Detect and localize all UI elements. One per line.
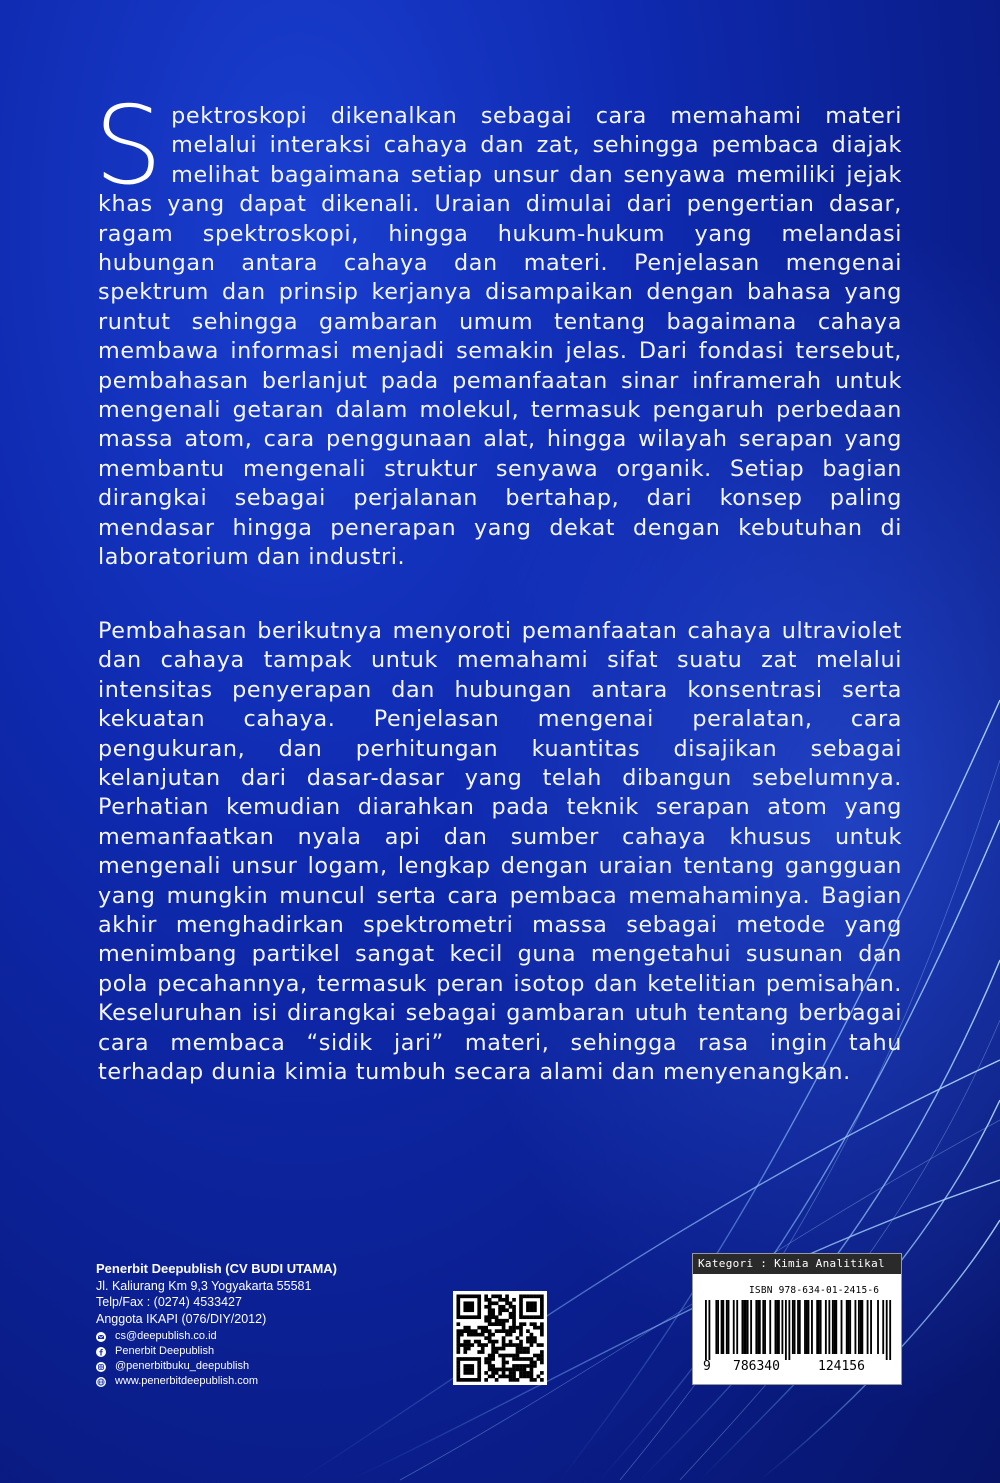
- contact-website-text: www.penerbitdeepublish.com: [115, 1375, 259, 1387]
- barcode-bars: [701, 1300, 893, 1360]
- isbn-number: ISBN 978-634-01-2415-6: [749, 1285, 880, 1296]
- contact-instagram[interactable]: [96, 1359, 337, 1374]
- contact-facebook[interactable]: [96, 1344, 337, 1359]
- isbn-barcode-box: [692, 1253, 902, 1385]
- publisher-phone: Telp/Fax : (0274) 4533427: [96, 1295, 242, 1309]
- contact-instagram-text: @penerbitbuku_deepublish: [115, 1360, 250, 1372]
- paragraph-1-text: pektroskopi dikenalkan sebagai cara memahami materi melalui interaksi cahaya dan zat, sehingga pembaca diajak melihat bagaimana setiap unsur dan senyawa memiliki jejak khas yang dapat dikenali. Uraian dimulai dari pengertian dasar, ragam spektroskopi, hingga hukum-hukum yang melandasi hubungan antara cahaya dan materi. Penjelasan mengenai spektrum dan prinsip kerjanya disampaikan dengan bahasa yang runtut sehingga gambaran umum tentang bagaimana cahaya membawa informasi menjadi semakin jelas. Dari fondasi tersebut, pembahasan berlanjut pada pemanfaatan sinar inframerah untuk mengenali getaran dalam molekul, termasuk pengaruh perbedaan massa atom, cara penggunaan alat, hingga wilayah serapan yang membantu mengenali struktur senyawa organik. Setiap bagian dirangkai sebagai perjalanan bertahap, dari konsep paling mendasar hingga penerapan yang dekat dengan kebutuhan di laboratorium dan industri.: [98, 103, 902, 571]
- dropcap-letter: S: [94, 84, 164, 209]
- barcode-digits-left: 786340: [733, 1359, 780, 1374]
- paragraph-1: [94, 84, 902, 573]
- publisher-address: Jl. Kaliurang Km 9,3 Yogyakarta 55581: [96, 1278, 312, 1293]
- barcode-digits-right: 124156: [818, 1359, 865, 1374]
- contact-facebook-text: Penerbit Deepublish: [115, 1345, 215, 1357]
- globe-icon: [96, 1377, 106, 1387]
- facebook-icon: [96, 1347, 106, 1357]
- instagram-icon: [96, 1362, 106, 1372]
- qr-code[interactable]: [453, 1291, 547, 1385]
- contact-email[interactable]: [96, 1329, 337, 1344]
- publisher-info: [96, 1261, 337, 1389]
- paragraph-2: Pembahasan berikutnya menyoroti pemanfaatan cahaya ultraviolet dan cahaya tampak untuk memahami sifat suatu zat melalui intensitas penyerapan dan hubungan antara konsentrasi serta kekuatan cahaya. Penjelasan mengenai peralatan, cara pengukuran, dan perhitungan kuantitas disajikan sebagai kelanjutan dari dasar-dasar yang telah dibangun sebelumnya. Perhatian kemudian diarahkan pada teknik serapan atom yang memanfaatkan nyala api dan sumber cahaya khusus untuk mengenali unsur logam, lengkap dengan uraian tentang gangguan yang mungkin muncul serta cara pembaca memahaminya. Bagian akhir menghadirkan spektrometri massa sebagai metode yang menimbang partikel sangat kecil guna mengetahui susunan dan pola pecahannya, termasuk peran isotop dan ketelitian pemisahan. Keseluruhan isi dirangkai sebagai gambaran utuh tentang berbagai cara membaca “sidik jari” materi, sehingga rasa ingin tahu terhadap dunia kimia tumbuh secara alami dan menyenangkan.: [98, 618, 902, 1086]
- barcode-digit-first: 9: [703, 1359, 711, 1374]
- contact-website[interactable]: [96, 1374, 337, 1389]
- kategori-label: Kategori : Kimia Analitikal: [693, 1254, 901, 1274]
- publisher-name: Penerbit Deepublish (CV BUDI UTAMA): [96, 1261, 337, 1276]
- contact-email-text: cs@deepublish.co.id: [115, 1330, 217, 1342]
- publisher-ikapi: Anggota IKAPI (076/DIY/2012): [96, 1311, 267, 1326]
- email-icon: [96, 1332, 106, 1342]
